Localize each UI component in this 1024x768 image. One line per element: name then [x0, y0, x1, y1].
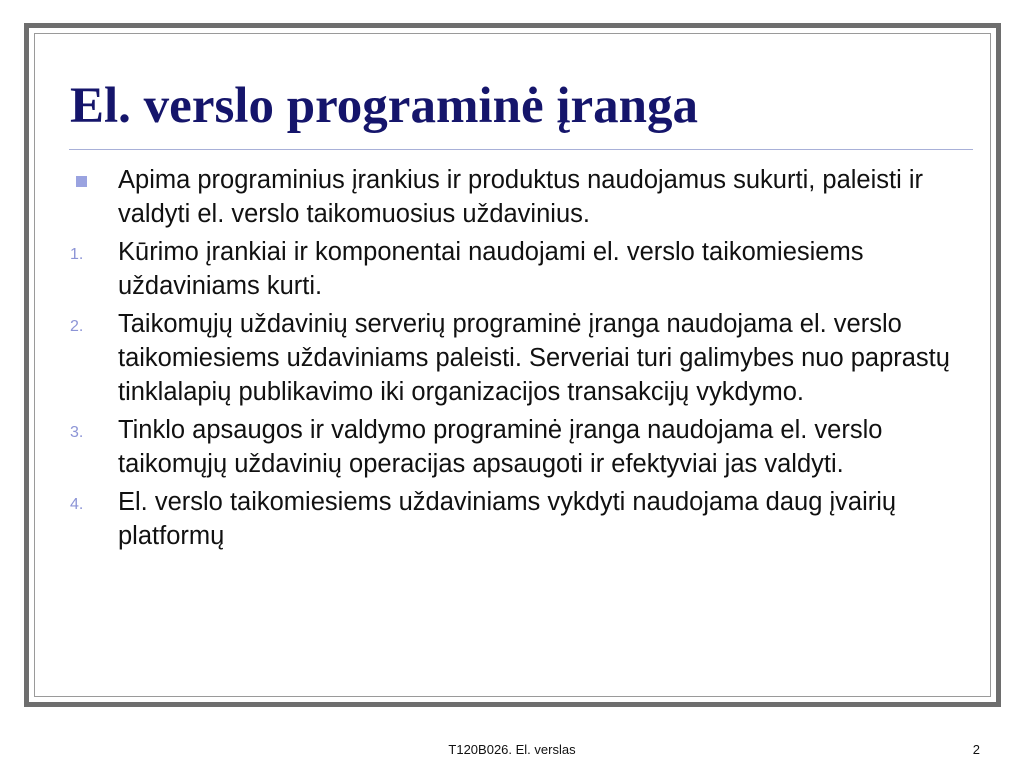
title-underline	[69, 149, 973, 150]
footer-page-number: 2	[972, 742, 980, 757]
item-text: Kūrimo įrankiai ir komponentai naudojami el. verslo taikomiesiems uždaviniams kurti.	[118, 238, 864, 300]
numbered-item-4	[70, 485, 960, 553]
numbered-item-1	[70, 235, 960, 303]
item-text: Tinklo apsaugos ir valdymo programinė įranga naudojama el. verslo taikomųjų uždavinių operacijas apsaugoti ir efektyviai jas valdyti.	[118, 416, 883, 478]
intro-bullet-text: Apima programinius įrankius ir produktus naudojamus sukurti, paleisti ir valdyti el. verslo taikomuosius uždavinius.	[118, 166, 924, 228]
item-number: 2.	[70, 318, 84, 335]
bullet-list	[70, 163, 960, 557]
item-number: 3.	[70, 424, 84, 441]
square-bullet-icon	[76, 176, 87, 187]
slide-title: El. verslo programinė įranga	[70, 78, 699, 134]
footer-course: T120B026. El. verslas	[448, 742, 576, 757]
intro-bullet	[70, 163, 960, 231]
item-text: El. verslo taikomiesiems uždaviniams vykdyti naudojama daug įvairių platformų	[118, 488, 897, 550]
numbered-item-2	[70, 307, 960, 409]
numbered-item-3	[70, 413, 960, 481]
item-text: Taikomųjų uždavinių serverių programinė įranga naudojama el. verslo taikomiesiems uždaviniams paleisti. Serveriai turi galimybes nuo paprastų tinklalapių publikavimo iki organizacijos transakcijų vykdymo.	[118, 310, 950, 406]
item-number: 1.	[70, 246, 84, 263]
item-number: 4.	[70, 496, 84, 513]
